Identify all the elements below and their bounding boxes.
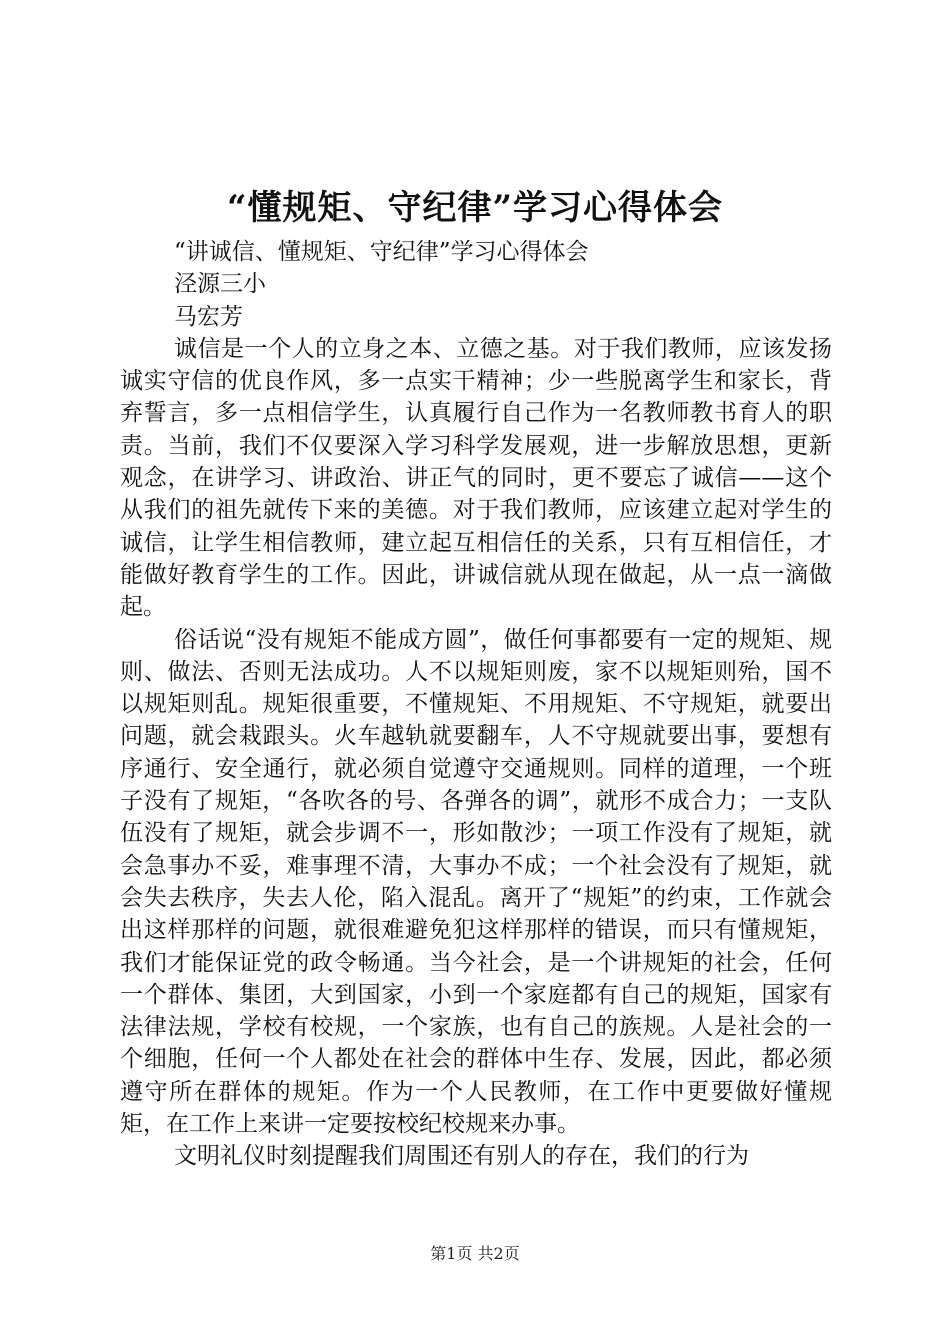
paragraph-rules: 俗话说“没有规矩不能成方圆”，做任何事都要有一定的规矩、规则、做法、否则无法成功。人不以规矩则废，家不以规矩则殆，国不以规矩则乱。规矩很重要，不懂规矩、不用规矩、不守规矩，就要出问题，就会栽跟头。火车越轨就要翻车，人不守规就要出事，要想有序通行、安全通行，就必须自觉遵守交通规则。同样的道理，一个班子没有了规矩，“各吹各的号、各弹各的调”，就形不成合力；一支队伍没有了规矩，就会步调不一，形如散沙；一项工作没有了规矩，就会急事办不妥，难事理不清，大事办不成；一个社会没有了规矩，就会失去秩序，失去人伦，陷入混乱。离开了“规矩”的约束，工作就会出这样那样的问题，就很难避免犯这样那样的错误，而只有懂规矩，我们才能保证党的政令畅通。当今社会，是一个讲规矩的社会，任何一个群体、集团，大到国家，小到一个家庭都有自己的规矩，国家有法律法规，学校有校规，一个家族，也有自己的族规。人是社会的一个细胞，任何一个人都处在社会的群体中生存、发展，因此，都必须遵守所在群体的规矩。作为一个人民教师，在工作中更要做好懂规矩，在工作上来讲一定要按校纪校规来办事。 — [120, 626, 832, 1138]
page-footer: 第1页 共2页 — [430, 1244, 520, 1263]
author-name: 马宏芳 — [174, 303, 243, 330]
paragraph-integrity: 诚信是一个人的立身之本、立德之基。对于我们教师，应该发扬诚实守信的优良作风，多一点实干精神；少一些脱离学生和家长，背弃誓言，多一点相信学生，认真履行自己作为一名教师教书育人的职责。当前，我们不仅要深入学习科学发展观，进一步解放思想，更新观念，在讲学习、讲政治、讲正气的同时，更不要忘了诚信——这个从我们的祖先就传下来的美德。对于我们教师，应该建立起对学生的诚信，让学生相信教师，建立起互相信任的关系，只有互相信任，才能做好教育学生的工作。因此，讲诚信就从现在做起，从一点一滴做起。 — [120, 335, 832, 621]
document-body — [120, 236, 832, 1173]
document-subtitle: “讲诚信、懂规矩、守纪律”学习心得体会 — [174, 239, 589, 265]
paragraph-etiquette: 文明礼仪时刻提醒我们周围还有别人的存在，我们的行为 — [174, 1143, 749, 1170]
school-name: 泾源三小 — [174, 271, 266, 298]
document-title: “懂规矩、守纪律”学习心得体会 — [226, 188, 724, 228]
